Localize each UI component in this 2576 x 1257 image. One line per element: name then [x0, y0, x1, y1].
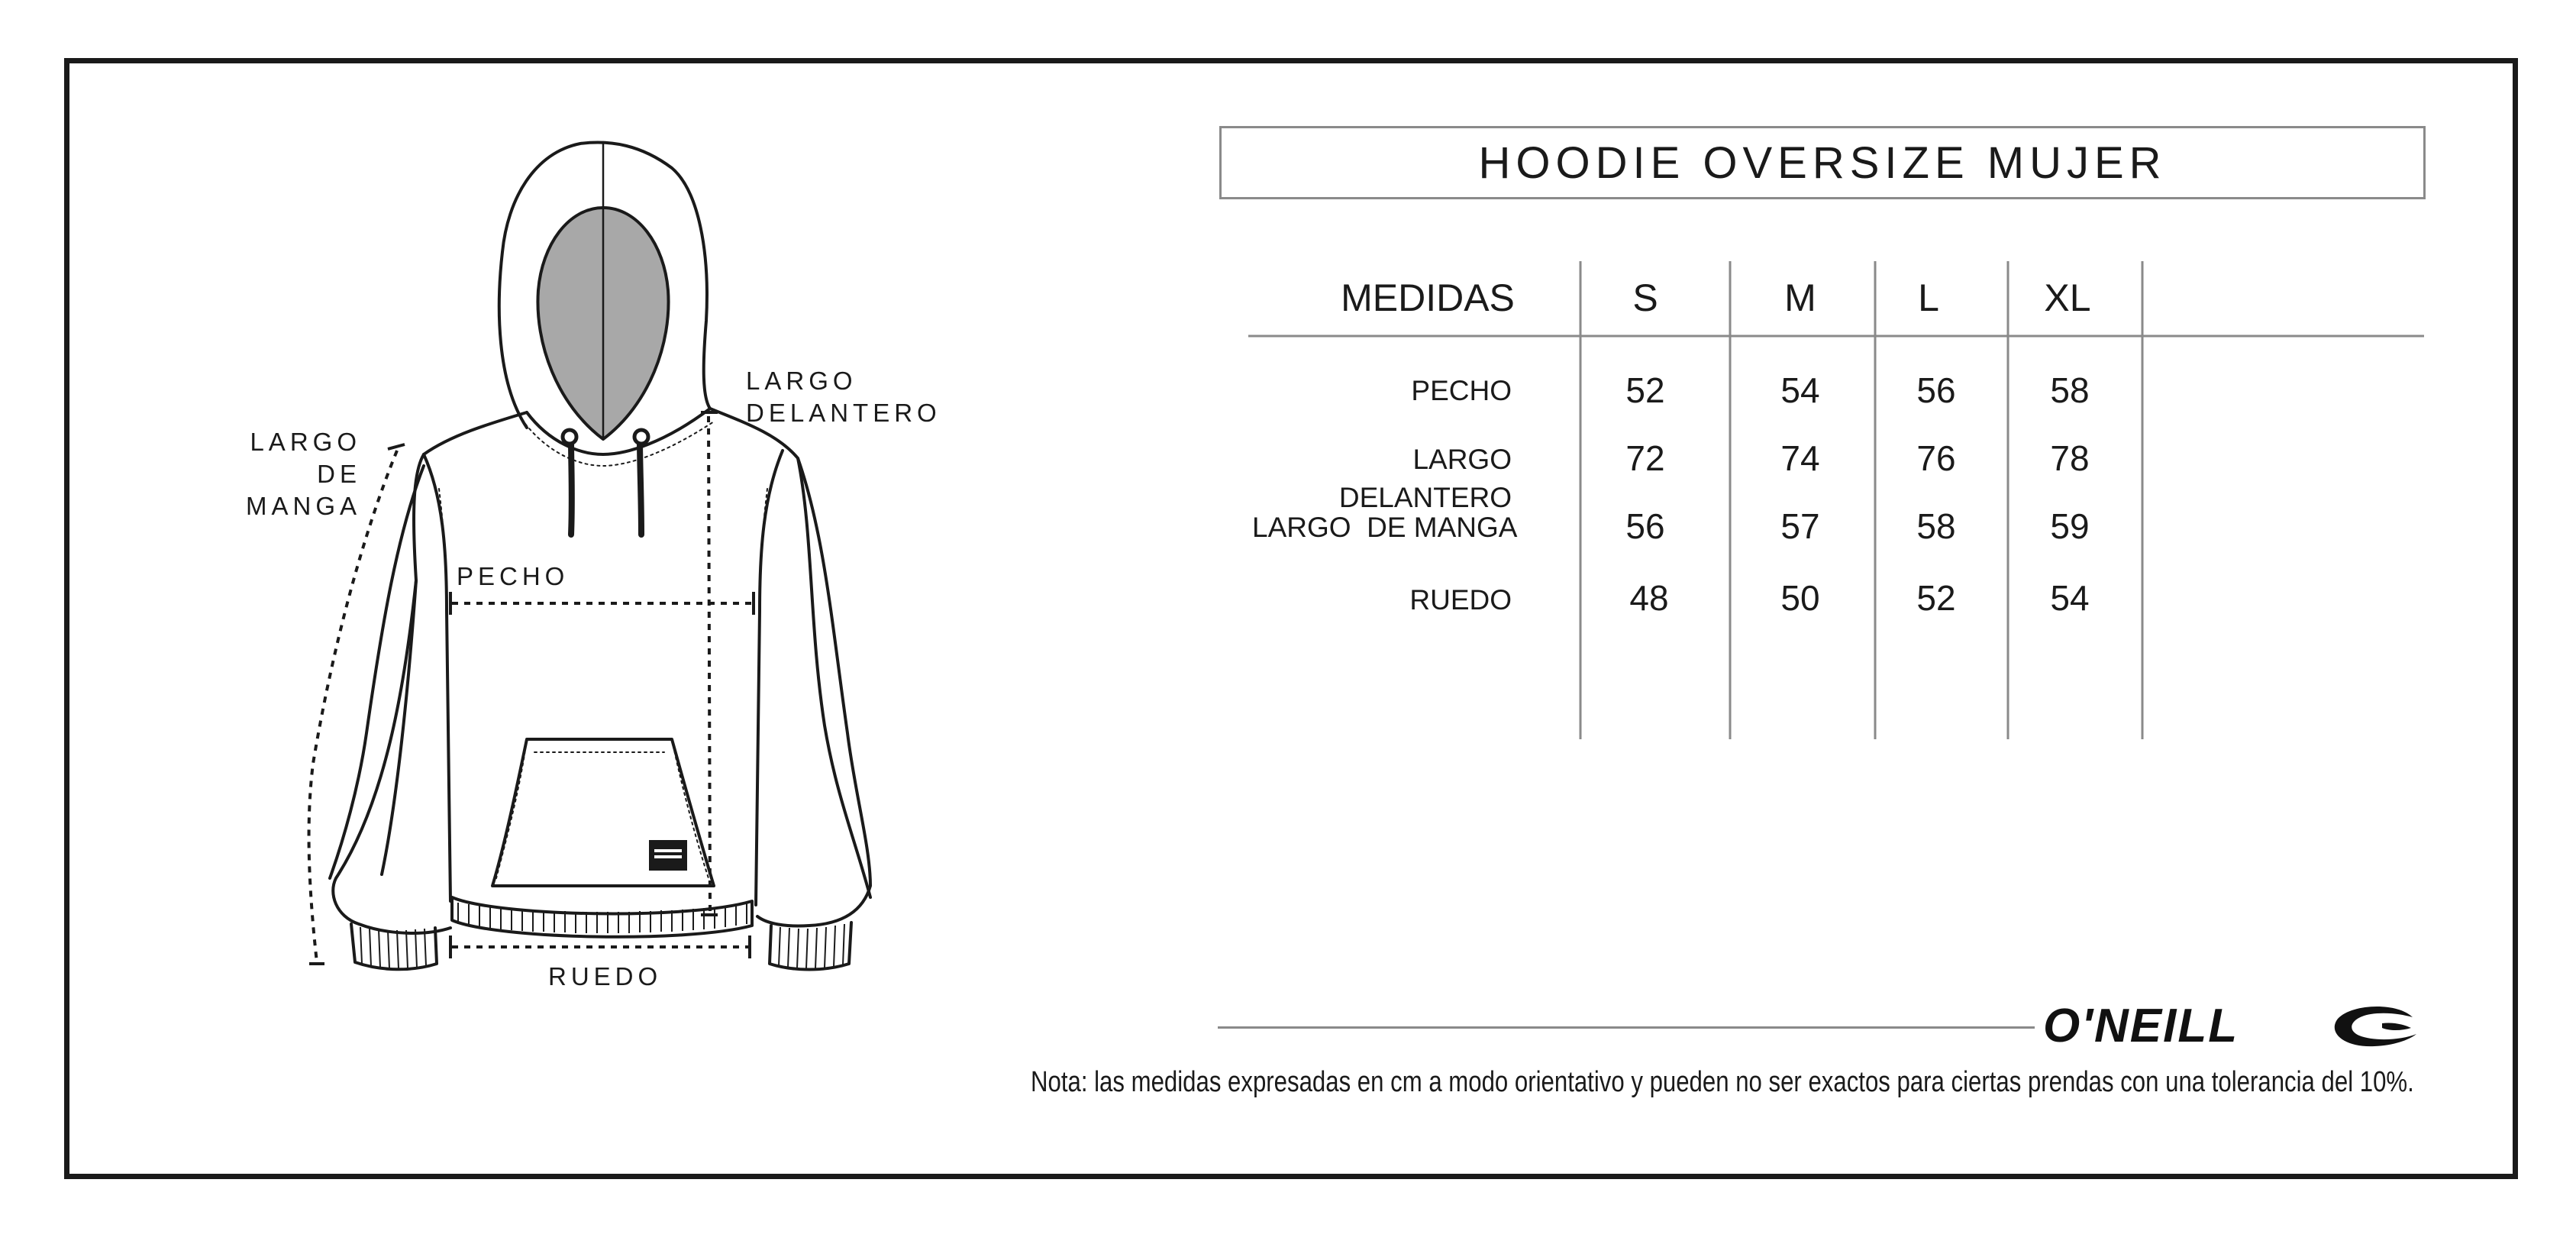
wave-logo-icon: [2329, 1002, 2420, 1055]
table-cell: 54: [2050, 578, 2090, 618]
brand-logo-text: O'NEILL: [2043, 1000, 2239, 1052]
size-header-xl: XL: [2044, 276, 2091, 319]
table-cell: 57: [1780, 506, 1820, 546]
ruedo-label: RUEDO: [548, 962, 663, 990]
table-cell: 78: [2050, 438, 2090, 478]
medidas-header: MEDIDAS: [1341, 276, 1515, 319]
row-label-ruedo: RUEDO: [1409, 584, 1512, 616]
brand-divider: [1218, 1026, 2035, 1029]
table-cell: 58: [1916, 506, 1956, 546]
table-cell: 50: [1780, 578, 1820, 618]
size-header-l: L: [1918, 276, 1939, 319]
table-cell: 58: [2050, 370, 2090, 410]
size-header-m: M: [1784, 276, 1816, 319]
pecho-label: PECHO: [457, 562, 570, 590]
table-cell: 52: [1625, 370, 1665, 410]
chart-title: HOODIE OVERSIZE MUJER: [1219, 126, 2426, 199]
table-cell: 59: [2050, 506, 2090, 546]
table-cell: 72: [1625, 438, 1665, 478]
table-cell: 76: [1916, 438, 1956, 478]
table-cell: 56: [1916, 370, 1956, 410]
largo-delantero-line2: DELANTERO: [746, 399, 941, 427]
table-cell: 56: [1625, 506, 1665, 546]
row-label-pecho: PECHO: [1411, 375, 1512, 406]
row-label-largo-de-manga: LARGO DE MANGA: [1252, 512, 1518, 543]
largo-manga-line2: MANGA: [245, 492, 361, 520]
table-cell: 52: [1916, 578, 1956, 618]
largo-delantero-line1: LARGO: [746, 367, 857, 395]
row-label-largo-delantero: LARGO DELANTERO: [1338, 444, 1512, 513]
largo-manga-line1: LARGO DE: [250, 428, 361, 488]
table-cell: 48: [1629, 578, 1669, 618]
table-cell: 74: [1780, 438, 1820, 478]
footnote: Nota: las medidas expresadas en cm a modo orientativo y pueden no ser exactos para ciertas prendas con una tolerancia del 10%.: [1031, 1066, 2414, 1098]
size-header-s: S: [1632, 276, 1658, 319]
table-cell: 54: [1780, 370, 1820, 410]
